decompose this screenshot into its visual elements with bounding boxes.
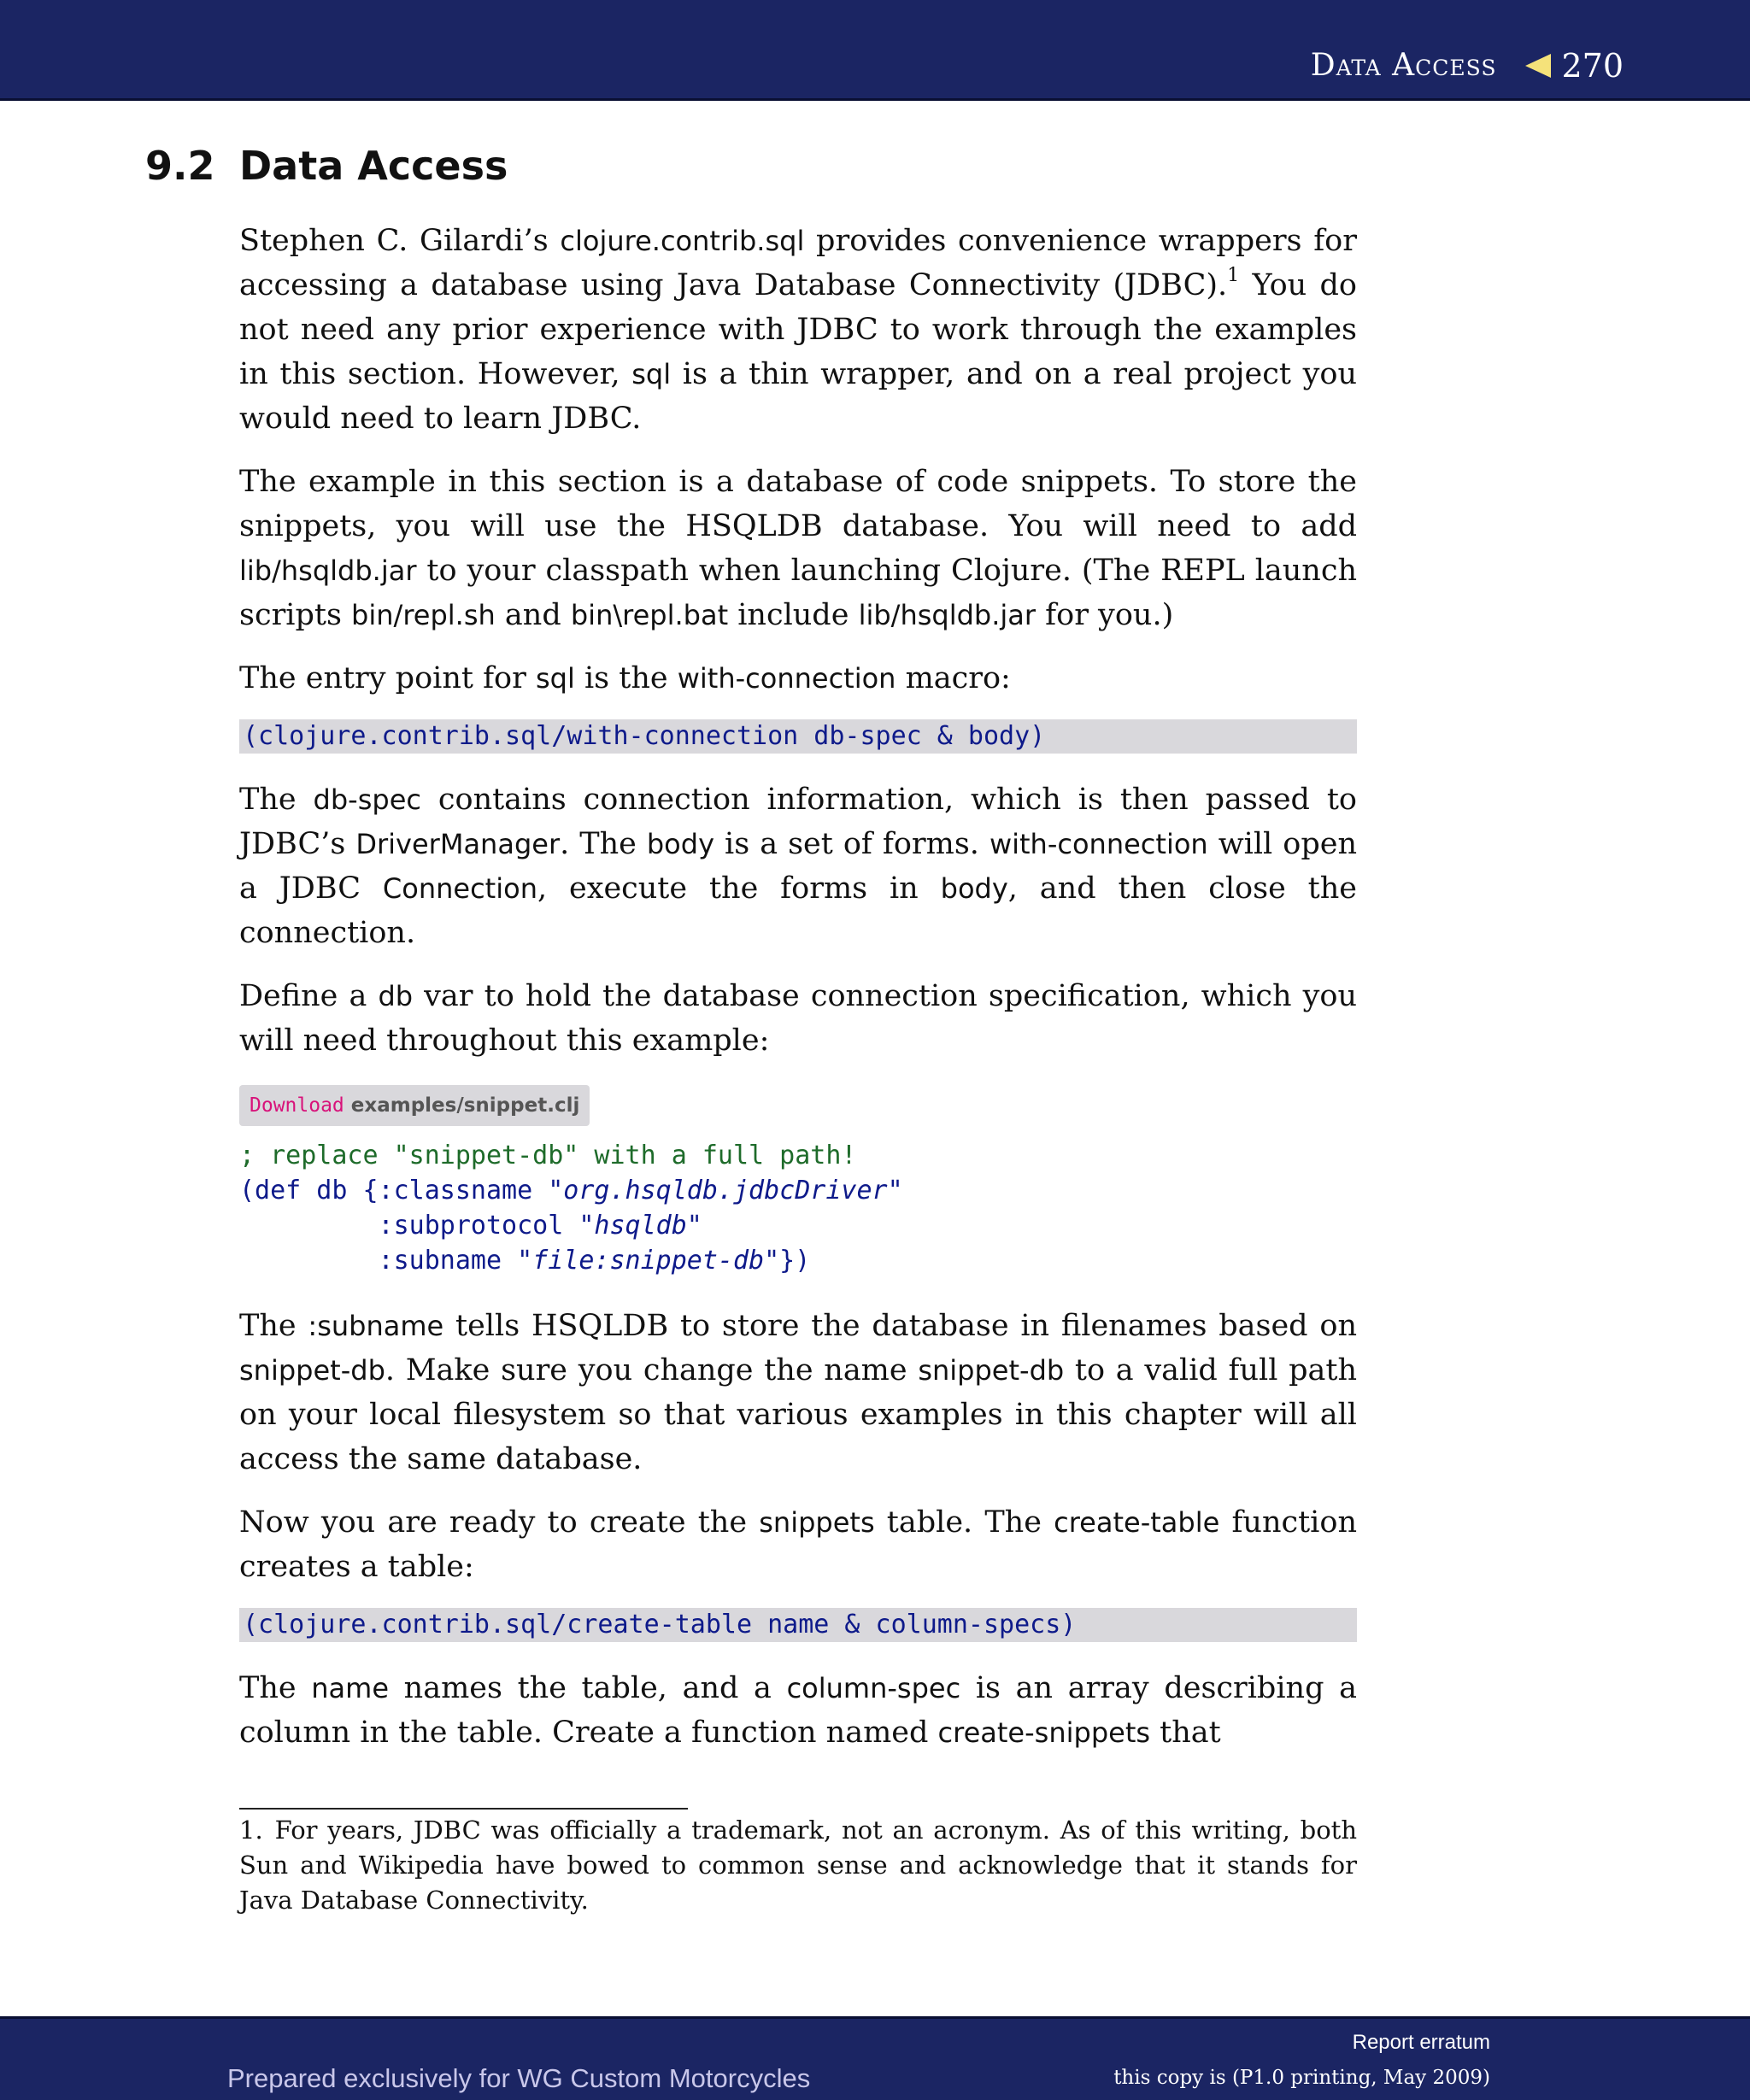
page-header bbox=[0, 0, 1750, 101]
header-nav bbox=[1310, 47, 1624, 85]
copy-info: this copy is (P1.0 printing, May 2009) bbox=[1113, 2067, 1490, 2089]
footnote-ref[interactable]: 1 bbox=[1227, 265, 1240, 286]
paragraph-column-spec: The name names the table, and a column-spec is an array describing a column in the table. Create a function named create-snippets that bbox=[239, 1671, 1357, 1750]
download-label[interactable]: Download bbox=[250, 1094, 344, 1117]
paragraph-define-db: Define a db var to hold the database connection specification, which you will need throughout this example: bbox=[239, 979, 1357, 1058]
section-heading bbox=[145, 140, 508, 191]
code-create-table: (clojure.contrib.sql/create-table name & column-specs) bbox=[239, 1608, 1357, 1642]
report-erratum-link[interactable]: Report erratum bbox=[1352, 2031, 1490, 2054]
download-file-path[interactable]: examples/snippet.clj bbox=[350, 1094, 580, 1117]
code-with-connection: (clojure.contrib.sql/with-connection db-spec & body) bbox=[239, 719, 1357, 754]
paragraph-hsqldb: The example in this section is a database of code snippets. To store the snippets, you will use the HSQLDB database. You will need to add lib/hsqldb.jar to your classpath when launching Clojure. (The REPL launch scripts bin/repl.sh and bin\repl.bat include lib/hsqldb.jar for you.) bbox=[239, 465, 1357, 632]
prepared-for-text: Prepared exclusively for WG Custom Motorcycles bbox=[227, 2063, 811, 2093]
code-def-db: ; replace "snippet-db" with a full path! (def db {:classname "org.hsqldb.jdbcDriver" :subprotocol "hsqldb" :subname "file:snippet-db"}) bbox=[239, 1141, 903, 1276]
running-title: Data Access bbox=[1310, 48, 1497, 83]
footnote-divider bbox=[239, 1808, 688, 1810]
section-title: Data Access bbox=[239, 143, 508, 189]
paragraph-intro: Stephen C. Gilardi’s clojure.contrib.sql provides convenience wrappers for accessing a database using Java Database Connectivity (JDBC).$^1$ You do not need any prior experience with JDBC to work through the examples in this section. However, sql is a thin wrapper, and on a real project you would need to learn JDBC. bbox=[239, 224, 1358, 436]
paragraph-db-spec: The db-spec contains connection information, which is then passed to JDBC’s DriverManager. The body is a set of forms. with-connection will open a JDBC Connection, execute the forms in body, and then close the connection. bbox=[239, 783, 1358, 950]
paragraph-subname: The :subname tells HSQLDB to store the database in filenames based on snippet-db. Make sure you change the name snippet-db to a valid full path on your local filesystem so that various examples in this chapter will all access the same database. bbox=[239, 1309, 1358, 1476]
back-arrow-icon[interactable] bbox=[1525, 54, 1551, 78]
paragraph-create-table: Now you are ready to create the snippets table. The create-table function creates a table: bbox=[239, 1505, 1357, 1584]
footnote-number: 1. bbox=[239, 1816, 263, 1845]
code-comment: ; replace "snippet-db" with a full path! bbox=[239, 1141, 857, 1170]
footnote bbox=[239, 1813, 1357, 1918]
paragraph-entry-point: The entry point for sql is the with-connection macro: bbox=[239, 661, 1011, 695]
footnote-text: For years, JDBC was officially a trademark, not an acronym. As of this writing, both Sun and Wikipedia have bowed to common sense and acknowledge that it stands for Java Database Connectivity. bbox=[239, 1816, 1357, 1915]
section-number: 9.2 bbox=[145, 143, 215, 189]
page-footer bbox=[0, 2016, 1750, 2100]
page-content bbox=[239, 219, 1357, 1774]
page-number[interactable]: 270 bbox=[1561, 47, 1624, 85]
download-link[interactable] bbox=[239, 1085, 590, 1126]
